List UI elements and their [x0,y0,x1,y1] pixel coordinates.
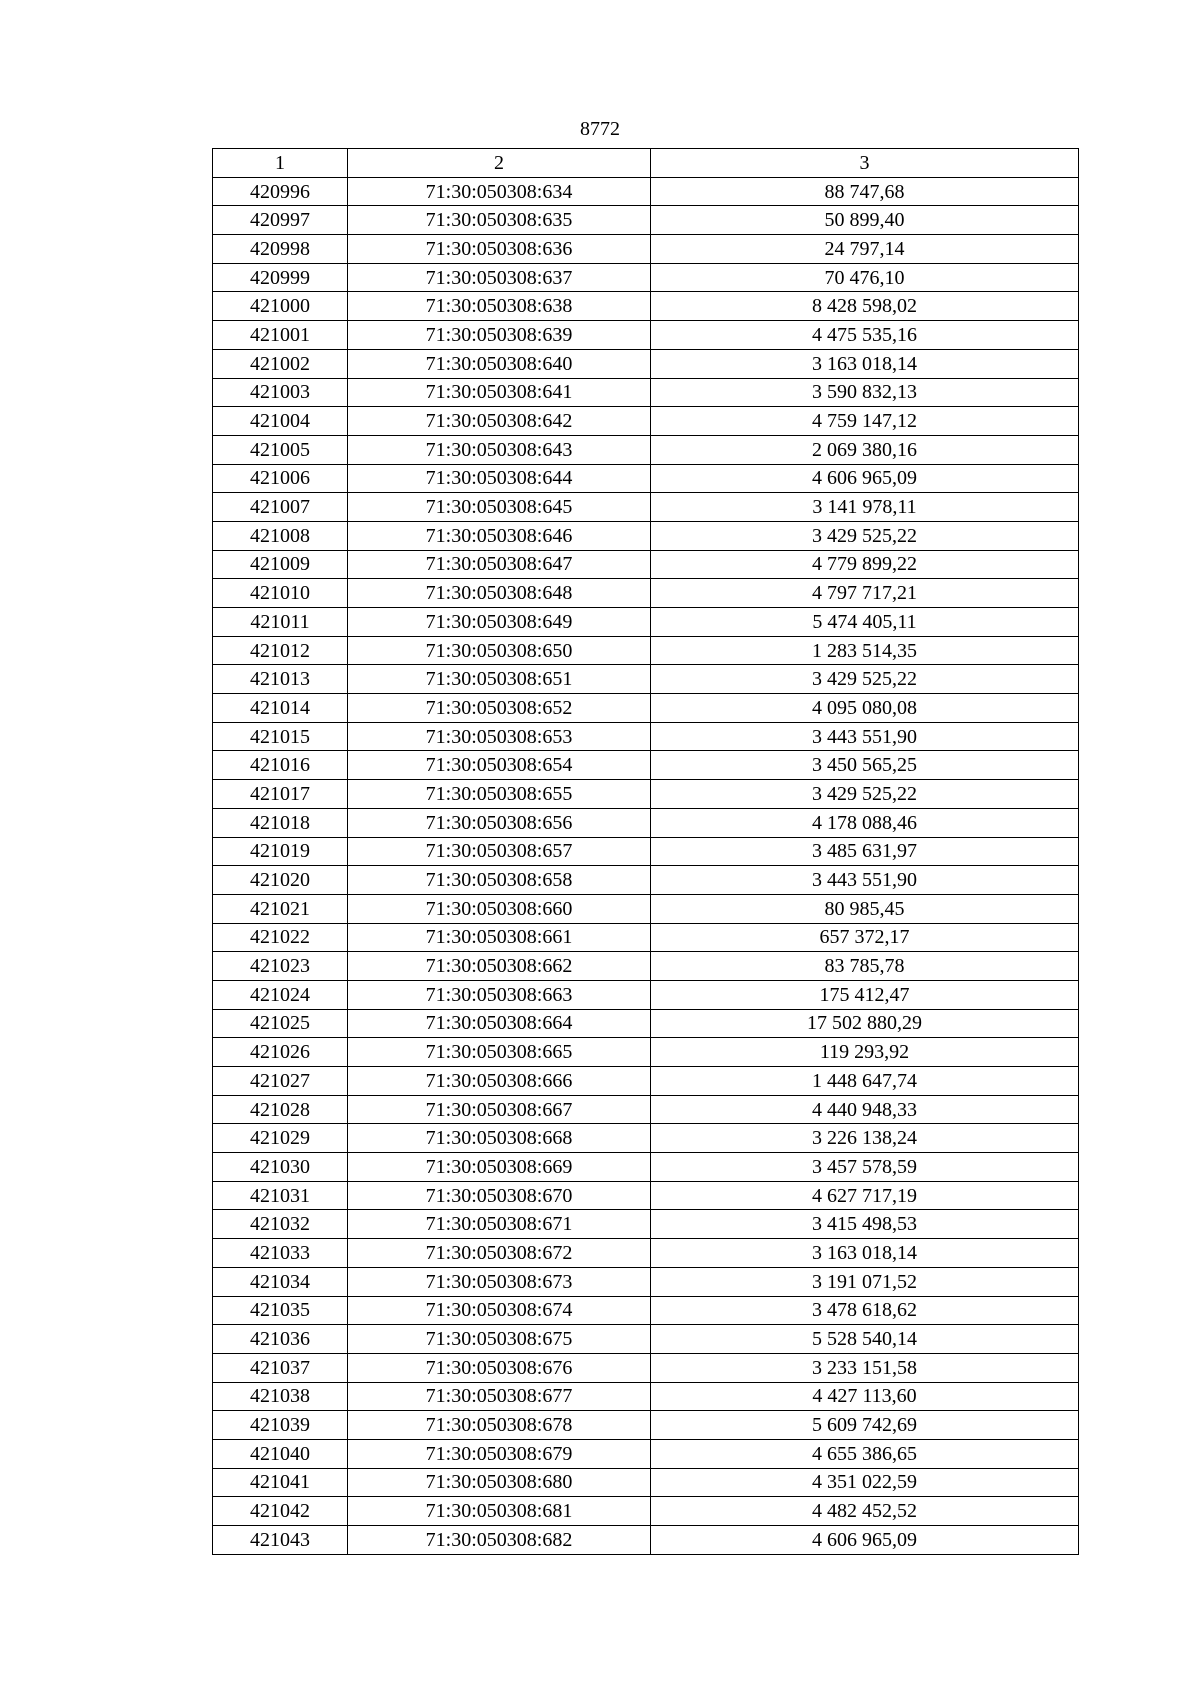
cadastral-number-cell: 71:30:050308:667 [348,1095,651,1124]
cadastral-number-cell: 71:30:050308:639 [348,321,651,350]
record-number-cell: 421031 [213,1181,348,1210]
cadastral-number-cell: 71:30:050308:661 [348,923,651,952]
value-cell: 4 351 022,59 [651,1468,1079,1497]
value-cell: 50 899,40 [651,206,1079,235]
column-header-1: 1 [213,149,348,178]
cadastral-number-cell: 71:30:050308:645 [348,493,651,522]
value-cell: 3 163 018,14 [651,349,1079,378]
value-cell: 83 785,78 [651,952,1079,981]
page-number: 8772 [580,118,620,140]
record-number-cell: 421027 [213,1067,348,1096]
cadastral-number-cell: 71:30:050308:651 [348,665,651,694]
table-row [213,665,1079,694]
cadastral-number-cell: 71:30:050308:646 [348,521,651,550]
table-row [213,1439,1079,1468]
cadastral-number-cell: 71:30:050308:656 [348,808,651,837]
record-number-cell: 421021 [213,894,348,923]
table-row [213,1067,1079,1096]
value-cell: 2 069 380,16 [651,435,1079,464]
table-row [213,292,1079,321]
table-row [213,1296,1079,1325]
table-row [213,493,1079,522]
value-cell: 3 478 618,62 [651,1296,1079,1325]
table-row [213,579,1079,608]
record-number-cell: 421040 [213,1439,348,1468]
table-row [213,952,1079,981]
cadastral-number-cell: 71:30:050308:636 [348,235,651,264]
record-number-cell: 420999 [213,263,348,292]
record-number-cell: 421018 [213,808,348,837]
record-number-cell: 421002 [213,349,348,378]
table-row [213,1325,1079,1354]
cadastral-number-cell: 71:30:050308:675 [348,1325,651,1354]
table-row [213,636,1079,665]
value-cell: 4 475 535,16 [651,321,1079,350]
table-row [213,1009,1079,1038]
record-number-cell: 421041 [213,1468,348,1497]
table-row [213,722,1079,751]
value-cell: 4 779 899,22 [651,550,1079,579]
value-cell: 8 428 598,02 [651,292,1079,321]
record-number-cell: 421025 [213,1009,348,1038]
value-cell: 88 747,68 [651,177,1079,206]
table-row [213,321,1079,350]
table-row [213,435,1079,464]
table-row [213,923,1079,952]
cadastral-number-cell: 71:30:050308:669 [348,1153,651,1182]
value-cell: 119 293,92 [651,1038,1079,1067]
cadastral-number-cell: 71:30:050308:653 [348,722,651,751]
cadastral-number-cell: 71:30:050308:663 [348,980,651,1009]
record-number-cell: 421038 [213,1382,348,1411]
cadastral-number-cell: 71:30:050308:674 [348,1296,651,1325]
table-row [213,1497,1079,1526]
value-cell: 3 429 525,22 [651,780,1079,809]
value-cell: 3 443 551,90 [651,866,1079,895]
record-number-cell: 421042 [213,1497,348,1526]
value-cell: 3 457 578,59 [651,1153,1079,1182]
cadastral-number-cell: 71:30:050308:641 [348,378,651,407]
table-row [213,980,1079,1009]
record-number-cell: 420996 [213,177,348,206]
value-cell: 3 226 138,24 [651,1124,1079,1153]
value-cell: 4 606 965,09 [651,1526,1079,1555]
cadastral-number-cell: 71:30:050308:655 [348,780,651,809]
table-row [213,1124,1079,1153]
value-cell: 4 606 965,09 [651,464,1079,493]
value-cell: 3 141 978,11 [651,493,1079,522]
cadastral-number-cell: 71:30:050308:670 [348,1181,651,1210]
value-cell: 657 372,17 [651,923,1079,952]
value-cell: 4 627 717,19 [651,1181,1079,1210]
table-row [213,521,1079,550]
table-row [213,378,1079,407]
table-body [213,177,1079,1554]
record-number-cell: 421028 [213,1095,348,1124]
table-row [213,550,1079,579]
table-row [213,1267,1079,1296]
value-cell: 17 502 880,29 [651,1009,1079,1038]
cadastral-number-cell: 71:30:050308:679 [348,1439,651,1468]
table-row [213,1411,1079,1440]
value-cell: 175 412,47 [651,980,1079,1009]
cadastral-number-cell: 71:30:050308:665 [348,1038,651,1067]
value-cell: 80 985,45 [651,894,1079,923]
value-cell: 1 448 647,74 [651,1067,1079,1096]
cadastral-number-cell: 71:30:050308:680 [348,1468,651,1497]
table-row [213,235,1079,264]
cadastral-number-cell: 71:30:050308:682 [348,1526,651,1555]
record-number-cell: 421008 [213,521,348,550]
value-cell: 4 178 088,46 [651,808,1079,837]
record-number-cell: 421011 [213,608,348,637]
record-number-cell: 421017 [213,780,348,809]
record-number-cell: 420998 [213,235,348,264]
value-cell: 1 283 514,35 [651,636,1079,665]
cadastral-number-cell: 71:30:050308:643 [348,435,651,464]
cadastral-number-cell: 71:30:050308:634 [348,177,651,206]
record-number-cell: 421024 [213,980,348,1009]
cadastral-number-cell: 71:30:050308:648 [348,579,651,608]
cadastral-number-cell: 71:30:050308:654 [348,751,651,780]
table-row [213,608,1079,637]
record-number-cell: 421033 [213,1239,348,1268]
record-number-cell: 420997 [213,206,348,235]
record-number-cell: 421003 [213,378,348,407]
value-cell: 3 163 018,14 [651,1239,1079,1268]
record-number-cell: 421029 [213,1124,348,1153]
value-cell: 4 440 948,33 [651,1095,1079,1124]
cadastral-number-cell: 71:30:050308:650 [348,636,651,665]
cadastral-number-cell: 71:30:050308:649 [348,608,651,637]
value-cell: 5 609 742,69 [651,1411,1079,1440]
record-number-cell: 421000 [213,292,348,321]
cadastral-number-cell: 71:30:050308:642 [348,407,651,436]
value-cell: 3 429 525,22 [651,521,1079,550]
value-cell: 4 655 386,65 [651,1439,1079,1468]
value-cell: 3 485 631,97 [651,837,1079,866]
cadastral-number-cell: 71:30:050308:662 [348,952,651,981]
record-number-cell: 421010 [213,579,348,608]
table-row [213,837,1079,866]
value-cell: 3 450 565,25 [651,751,1079,780]
record-number-cell: 421026 [213,1038,348,1067]
value-cell: 24 797,14 [651,235,1079,264]
value-cell: 4 427 113,60 [651,1382,1079,1411]
cadastral-number-cell: 71:30:050308:678 [348,1411,651,1440]
cadastral-number-cell: 71:30:050308:681 [348,1497,651,1526]
cadastral-number-cell: 71:30:050308:652 [348,694,651,723]
cadastral-number-cell: 71:30:050308:668 [348,1124,651,1153]
table-row [213,1468,1079,1497]
table-row [213,1239,1079,1268]
column-header-2: 2 [348,149,651,178]
value-cell: 4 095 080,08 [651,694,1079,723]
record-number-cell: 421014 [213,694,348,723]
table-row [213,206,1079,235]
value-cell: 5 474 405,11 [651,608,1079,637]
registry-table [212,148,1079,1555]
cadastral-number-cell: 71:30:050308:638 [348,292,651,321]
table-row [213,866,1079,895]
table-header-row [213,149,1079,178]
record-number-cell: 421013 [213,665,348,694]
value-cell: 3 590 832,13 [651,378,1079,407]
record-number-cell: 421005 [213,435,348,464]
record-number-cell: 421036 [213,1325,348,1354]
table-row [213,694,1079,723]
table-row [213,894,1079,923]
table-row [213,1526,1079,1555]
value-cell: 3 415 498,53 [651,1210,1079,1239]
cadastral-number-cell: 71:30:050308:637 [348,263,651,292]
record-number-cell: 421030 [213,1153,348,1182]
cadastral-number-cell: 71:30:050308:657 [348,837,651,866]
cadastral-number-cell: 71:30:050308:677 [348,1382,651,1411]
table-row [213,1153,1079,1182]
table-row [213,464,1079,493]
table-row [213,1353,1079,1382]
record-number-cell: 421043 [213,1526,348,1555]
record-number-cell: 421020 [213,866,348,895]
column-header-3: 3 [651,149,1079,178]
record-number-cell: 421034 [213,1267,348,1296]
table-row [213,751,1079,780]
value-cell: 3 429 525,22 [651,665,1079,694]
cadastral-number-cell: 71:30:050308:647 [348,550,651,579]
table-row [213,177,1079,206]
cadastral-number-cell: 71:30:050308:666 [348,1067,651,1096]
cadastral-number-cell: 71:30:050308:660 [348,894,651,923]
value-cell: 4 797 717,21 [651,579,1079,608]
value-cell: 70 476,10 [651,263,1079,292]
value-cell: 5 528 540,14 [651,1325,1079,1354]
cadastral-number-cell: 71:30:050308:658 [348,866,651,895]
table-row [213,263,1079,292]
table-row [213,349,1079,378]
record-number-cell: 421032 [213,1210,348,1239]
record-number-cell: 421037 [213,1353,348,1382]
value-cell: 4 482 452,52 [651,1497,1079,1526]
record-number-cell: 421022 [213,923,348,952]
cadastral-number-cell: 71:30:050308:673 [348,1267,651,1296]
record-number-cell: 421001 [213,321,348,350]
table-row [213,780,1079,809]
record-number-cell: 421019 [213,837,348,866]
record-number-cell: 421012 [213,636,348,665]
cadastral-number-cell: 71:30:050308:671 [348,1210,651,1239]
record-number-cell: 421035 [213,1296,348,1325]
table-row [213,1181,1079,1210]
cadastral-number-cell: 71:30:050308:644 [348,464,651,493]
value-cell: 3 443 551,90 [651,722,1079,751]
record-number-cell: 421006 [213,464,348,493]
value-cell: 3 191 071,52 [651,1267,1079,1296]
table-row [213,1038,1079,1067]
table-row [213,808,1079,837]
table-row [213,1210,1079,1239]
cadastral-number-cell: 71:30:050308:672 [348,1239,651,1268]
table-row [213,407,1079,436]
cadastral-number-cell: 71:30:050308:640 [348,349,651,378]
table-row [213,1382,1079,1411]
record-number-cell: 421007 [213,493,348,522]
cadastral-number-cell: 71:30:050308:664 [348,1009,651,1038]
record-number-cell: 421009 [213,550,348,579]
value-cell: 3 233 151,58 [651,1353,1079,1382]
record-number-cell: 421004 [213,407,348,436]
cadastral-number-cell: 71:30:050308:676 [348,1353,651,1382]
record-number-cell: 421023 [213,952,348,981]
record-number-cell: 421015 [213,722,348,751]
cadastral-number-cell: 71:30:050308:635 [348,206,651,235]
table-row [213,1095,1079,1124]
record-number-cell: 421016 [213,751,348,780]
record-number-cell: 421039 [213,1411,348,1440]
value-cell: 4 759 147,12 [651,407,1079,436]
